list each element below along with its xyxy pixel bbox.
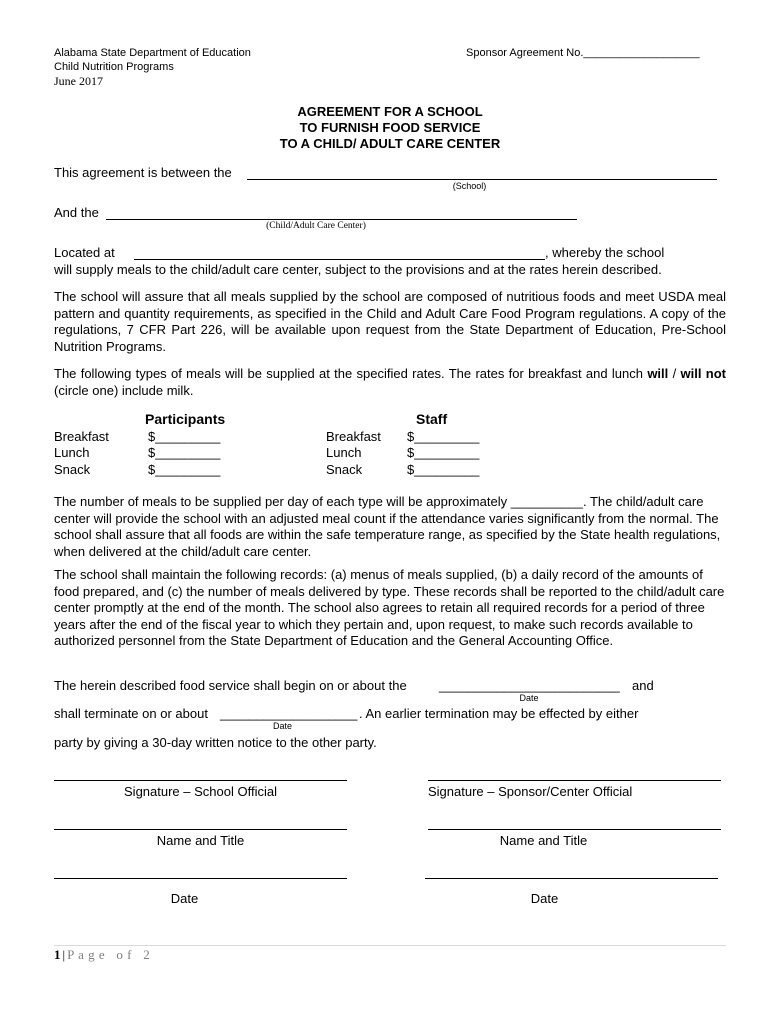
title-line-1: AGREEMENT FOR A SCHOOL — [297, 104, 483, 119]
footer-rule — [54, 945, 726, 946]
school-name-title-label: Name and Title — [156, 833, 245, 848]
participants-breakfast-rate[interactable]: $_________ — [148, 429, 221, 444]
care-center-field[interactable] — [106, 205, 577, 220]
and-word: and — [632, 678, 654, 693]
staff-snack-rate[interactable]: $_________ — [407, 462, 480, 477]
care-center-caption: (Child/Adult Care Center) — [266, 221, 366, 231]
page-number: 1 — [54, 947, 61, 962]
located-at-suffix: , whereby the school — [545, 245, 665, 260]
school-caption: (School) — [452, 181, 487, 191]
terminate-date-caption: Date — [272, 721, 292, 731]
school-signature-line[interactable] — [54, 780, 347, 781]
and-the-label: And the — [54, 205, 99, 220]
paragraph-meal-pattern: The school will assure that all meals supplied by the school are composed of nutritious foods and meet USDA meal pattern and quantity requirements, as specified in the Child and Adult Care Food Program regulations. A copy of the regulations, 7 CFR Part 226, will be available upon request from the State Department of Education, Pre-School Nutrition Programs. — [54, 289, 726, 354]
meal-types-text: The following types of meals will be supplied at the specified rates. The rates for breakfast and lunch — [54, 366, 648, 381]
staff-breakfast-label: Breakfast — [326, 429, 381, 444]
participants-heading: Participants — [145, 411, 226, 427]
school-date-line[interactable] — [54, 878, 347, 879]
terminate-date-label: shall terminate on or about — [54, 706, 208, 721]
sponsor-date-line[interactable] — [425, 878, 718, 879]
sponsor-signature-line[interactable] — [428, 780, 721, 781]
paragraph-meal-count: The number of meals to be supplied per day of each type will be approximately __________. The child/adult care center will provide the school with an adjusted meal count if the attendance varies significantly from the normal. The school shall assure that all foods are within the safe temperature range, as specified by the State health regulations, when delivered at the child/adult care center. — [54, 494, 721, 559]
will-not-option[interactable]: will not — [680, 366, 726, 381]
form-date: June 2017 — [54, 74, 103, 88]
participants-snack-rate[interactable]: $_________ — [148, 462, 221, 477]
participants-lunch-rate[interactable]: $_________ — [148, 445, 221, 460]
location-field[interactable] — [134, 245, 545, 260]
meal-types-end: (circle one) include milk. — [54, 382, 194, 398]
located-at-label: Located at — [54, 245, 115, 260]
slash: / — [668, 366, 677, 381]
program-name: Child Nutrition Programs — [54, 61, 174, 73]
notice-text: party by giving a 30-day written notice to the other party. — [54, 735, 377, 750]
school-name-field[interactable] — [247, 165, 717, 180]
title-line-2: TO FURNISH FOOD SERVICE — [299, 120, 481, 135]
sponsor-name-title-label: Name and Title — [499, 833, 588, 848]
sponsor-agreement-field[interactable]: Sponsor Agreement No.___________________ — [466, 47, 700, 59]
participants-snack-label: Snack — [54, 462, 91, 477]
sponsor-name-title-line[interactable] — [428, 829, 721, 830]
school-date-label: Date — [170, 891, 199, 906]
terminate-date-suffix: . An earlier termination may be effected by either — [359, 706, 639, 721]
page-of-text: P a g e o f 2 — [67, 947, 151, 962]
staff-breakfast-rate[interactable]: $_________ — [407, 429, 480, 444]
begin-date-caption: Date — [519, 693, 539, 703]
org-name: Alabama State Department of Education — [54, 47, 251, 59]
title-line-3: TO A CHILD/ ADULT CARE CENTER — [279, 136, 501, 151]
page-separator: | — [62, 947, 66, 962]
sponsor-date-label: Date — [530, 891, 559, 906]
agreement-between-label: This agreement is between the — [54, 165, 232, 180]
staff-lunch-rate[interactable]: $_________ — [407, 445, 480, 460]
participants-lunch-label: Lunch — [54, 445, 90, 460]
staff-snack-label: Snack — [326, 462, 363, 477]
paragraph-meal-types — [54, 366, 726, 399]
school-signature-label: Signature – School Official — [124, 784, 277, 799]
will-option[interactable]: will — [647, 366, 669, 381]
located-at-continuation: will supply meals to the child/adult care center, subject to the provisions and at the rates herein described. — [54, 262, 662, 277]
paragraph-records: The school shall maintain the following records: (a) menus of meals supplied, (b) a daily record of the amounts of food prepared, and (c) the number of meals delivered by type. These records shall be reported to the child/adult care center promptly at the end of the month. The school also agrees to retain all required records for a period of three years after the end of the fiscal year to which they pertain and, upon request, to make such records available to authorized personnel from the State Department of Education and the General Accounting Office. — [54, 567, 725, 648]
begin-date-field[interactable]: _________________________ — [439, 678, 620, 693]
begin-date-label: The herein described food service shall begin on or about the — [54, 678, 407, 693]
school-name-title-line[interactable] — [54, 829, 347, 830]
staff-heading: Staff — [416, 411, 448, 427]
sponsor-signature-label: Signature – Sponsor/Center Official — [428, 784, 633, 799]
participants-breakfast-label: Breakfast — [54, 429, 109, 444]
page-footer — [54, 947, 150, 963]
terminate-date-field[interactable]: ___________________ — [220, 706, 358, 721]
staff-lunch-label: Lunch — [326, 445, 362, 460]
